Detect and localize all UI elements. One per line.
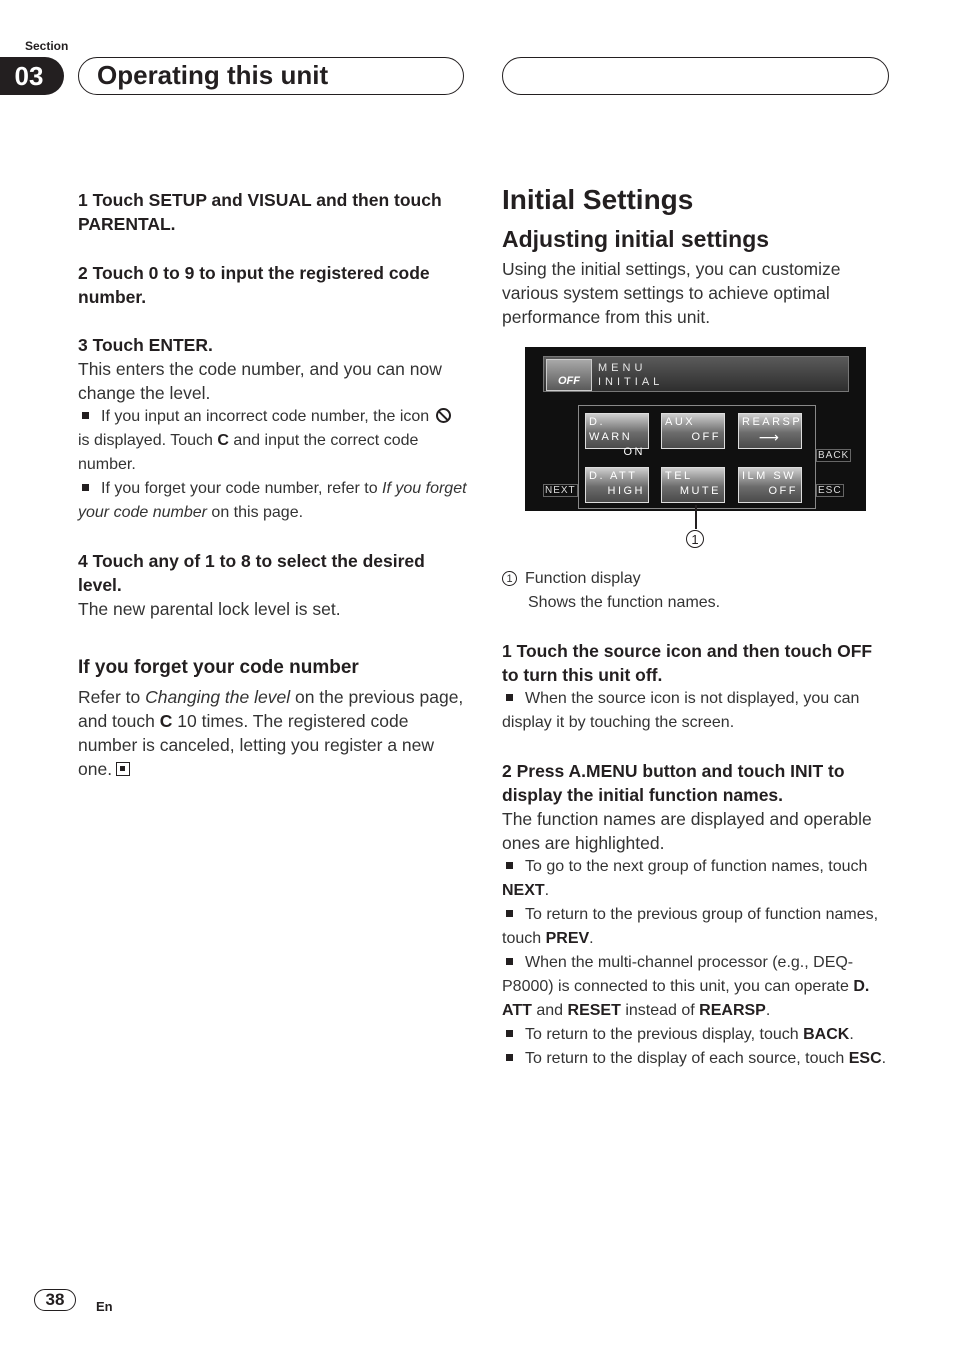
language-label: En [96,1299,113,1314]
header-empty-pill [502,57,889,95]
initial-settings-heading: Initial Settings [502,184,694,215]
step-3-enter: 3 Touch ENTER. [78,335,213,355]
bullet-square [506,958,513,965]
screen-btn-tel: TEL MUTE [661,467,725,503]
step-1-setup: 1 Touch SETUP and VISUAL and then touch PARENTAL. [78,190,442,234]
screen-btn-ilmsw: ILM SW OFF [738,467,802,503]
note-incorrect-code: If you input an incorrect code number, the icon is displayed. Touch C and input the correct code number. [78,405,468,477]
end-mark-icon [116,762,130,776]
screen-btn-dwarn: D. WARN ON [585,413,649,449]
screen-btn-datt: D. ATT HIGH [585,467,649,503]
bullet-square [506,862,513,869]
right-column-top [502,184,892,329]
screen-btn-rearsp: REARSP ⟶ [738,413,802,449]
step-3-body: This enters the code number, and you can now change the level. [78,359,442,403]
legend-desc: Shows the function names. [528,594,721,611]
prohibited-icon [436,408,451,423]
right-step-2: 2 Press A.MENU button and touch INIT to display the initial function names. [502,761,845,805]
bullet-square [506,1054,513,1061]
page-title: Operating this unit [78,57,464,95]
bullet-square [82,412,89,419]
right-step-1: 1 Touch the source icon and then touch OFF to turn this unit off. [502,641,873,685]
right-column-bottom [502,567,892,1071]
step-2-input-code: 2 Touch 0 to 9 to input the registered code number. [78,263,430,307]
right-step-1-note: When the source icon is not displayed, you can display it by touching the screen. [502,690,860,731]
adjusting-heading: Adjusting initial settings [502,226,770,252]
step-4-select-level: 4 Touch any of 1 to 8 to select the desired level. [78,551,425,595]
note-multichannel: When the multi-channel processor (e.g., DEQ-P8000) is connected to this unit, you can operate D. ATT and RESET instead of REARSP. [502,954,870,1019]
bullet-square [506,910,513,917]
section-number-badge: 03 [0,57,64,95]
right-step-2-body: The function names are displayed and operable ones are highlighted. [502,809,872,853]
screen-off-button: OFF [546,359,592,391]
bullet-square [82,484,89,491]
section-label: Section [25,39,69,53]
note-prev: To return to the previous group of function names, touch PREV. [502,906,879,947]
note-esc: To return to the display of each source, touch ESC. [502,1047,892,1071]
display-screenshot [525,347,866,511]
screen-esc-label: ESC [818,485,842,496]
screen-menu-title: MENU INITIAL [598,362,664,388]
callout-line [695,505,697,529]
forget-code-heading: If you forget your code number [78,657,359,678]
screen-btn-aux: AUX OFF [661,413,725,449]
bullet-square [506,1030,513,1037]
legend-title: 1 Function display [502,567,892,591]
bullet-square [506,694,513,701]
left-column [78,188,468,781]
callout-number: 1 [686,530,704,548]
page-number: 38 [34,1289,76,1311]
forget-code-body: Refer to Changing the level on the previous page, and touch C 10 times. The registered code number is canceled, letting you register a new one. [78,687,464,779]
note-forget-code: If you forget your code number, refer to If you forget your code number on this page. [78,480,467,521]
note-next: To go to the next group of function names, touch NEXT. [502,858,868,899]
screen-back-label: BACK [818,450,850,461]
intro-text: Using the initial settings, you can customize various system settings to achieve optimal performance from this unit. [502,259,841,327]
screen-next-label: NEXT [545,485,576,496]
step-4-body: The new parental lock level is set. [78,599,341,619]
note-back: To return to the previous display, touch BACK. [502,1023,892,1047]
